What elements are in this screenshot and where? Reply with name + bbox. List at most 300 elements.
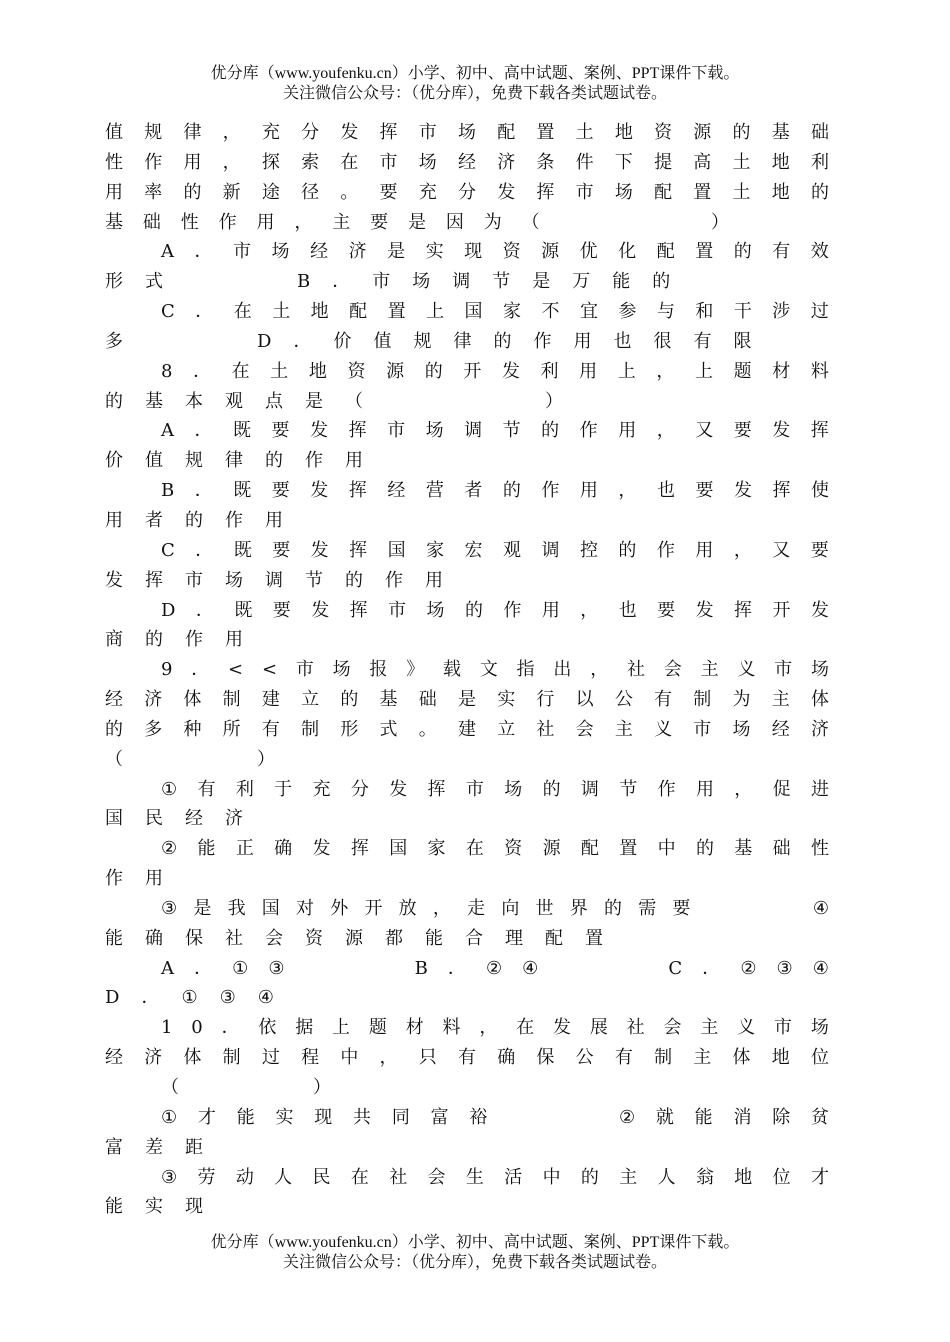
- text-char: 要: [379, 181, 398, 203]
- text-char: 开: [463, 360, 482, 382]
- text-char: 作: [185, 629, 203, 651]
- text-char: 作: [579, 420, 598, 442]
- text-char: 配: [656, 241, 675, 263]
- statement-line: [105, 924, 829, 954]
- text-char: 地: [734, 1166, 753, 1188]
- text-char: 分: [350, 778, 369, 800]
- text-char: 作: [225, 509, 243, 531]
- text-char: 民: [145, 808, 163, 830]
- text-char: 资: [347, 360, 366, 382]
- option-line: [105, 327, 829, 357]
- text-char: 题: [733, 360, 752, 382]
- text-char: 社: [626, 1017, 645, 1039]
- text-char: 也: [618, 599, 637, 621]
- text-char: 确: [274, 838, 293, 860]
- text-char: 地: [614, 122, 633, 143]
- text-char: 实: [275, 1106, 294, 1128]
- text-char: ③: [161, 897, 178, 919]
- text-char: 差: [145, 1136, 163, 1158]
- text-char: 本: [185, 390, 203, 412]
- text-char: 有: [457, 1047, 476, 1069]
- text-char: 的: [541, 420, 560, 442]
- text-char: 是: [532, 271, 551, 293]
- text-char: 放: [398, 897, 417, 919]
- text-char: 土: [732, 151, 751, 173]
- text-char: 用: [573, 330, 592, 352]
- text-char: 场: [412, 271, 431, 293]
- text-char: 于: [274, 778, 293, 800]
- text-char: 的: [424, 360, 443, 382]
- text-char: 节: [492, 271, 511, 293]
- text-char: 是: [387, 241, 406, 263]
- text-char: 的: [733, 241, 752, 263]
- text-char: [635, 208, 653, 238]
- text-char: 者: [145, 509, 163, 531]
- text-char: 因: [445, 211, 464, 233]
- text-char: 市: [465, 778, 484, 800]
- text-char: 家: [503, 301, 521, 323]
- text-char: 律: [453, 330, 472, 352]
- text-char: 要: [695, 480, 714, 502]
- text-char: ）: [257, 748, 275, 770]
- text-char: 为: [732, 689, 751, 711]
- text-char: 发: [312, 838, 331, 860]
- text-char: ．: [194, 480, 213, 502]
- text-char: 土: [270, 360, 289, 382]
- text-char: 营: [425, 480, 444, 502]
- text-char: 会: [427, 1166, 446, 1188]
- text-char: 化: [618, 241, 637, 263]
- text-char: 现: [185, 1196, 203, 1218]
- text-char: 作: [105, 868, 123, 890]
- text-char: 现: [314, 1106, 333, 1128]
- text-char: ．: [195, 301, 214, 323]
- text-char: 多: [105, 330, 123, 352]
- text-char: 报: [369, 659, 388, 681]
- text-char: 资: [305, 927, 323, 949]
- text-char: 种: [183, 718, 202, 740]
- text-char: 挥: [348, 480, 367, 502]
- text-char: 体: [732, 1047, 751, 1069]
- text-char: 就: [655, 1106, 674, 1128]
- text-char: 开: [772, 599, 791, 621]
- text-char: 保: [185, 927, 203, 949]
- text-char: 律: [183, 122, 202, 143]
- text-char: 要: [657, 599, 676, 621]
- text-char: 资: [504, 838, 523, 860]
- text-char: 经: [105, 1047, 123, 1069]
- text-char: 基: [734, 838, 753, 860]
- text-line: [105, 387, 829, 417]
- text-char: 基: [145, 390, 163, 412]
- option-line: [105, 983, 829, 1013]
- text-char: 要: [810, 539, 829, 561]
- text-char: 体: [183, 689, 202, 711]
- text-char: 点: [265, 390, 283, 412]
- text-char: 上: [332, 1017, 351, 1039]
- text-char: 建: [457, 718, 476, 740]
- text-char: 济: [144, 689, 163, 711]
- text-char: 程: [301, 1047, 320, 1069]
- text-char: 土: [732, 181, 751, 203]
- text-char: ④: [812, 957, 829, 979]
- page-header: [0, 64, 950, 104]
- text-char: ，: [222, 151, 241, 173]
- text-char: 社: [225, 927, 243, 949]
- text-char: 源: [542, 838, 561, 860]
- text-char: 文: [479, 659, 498, 681]
- text-char: 的: [580, 1166, 599, 1188]
- text-char: 发: [340, 122, 359, 143]
- answer-blank: [105, 745, 829, 775]
- text-char: 国: [105, 808, 123, 830]
- text-char: 础: [418, 689, 437, 711]
- text-char: 会: [575, 718, 594, 740]
- text-char: 源: [345, 927, 363, 949]
- text-char: 配: [497, 122, 516, 143]
- text-char: 会: [265, 927, 283, 949]
- option-line: [105, 476, 829, 506]
- text-char: 调: [265, 569, 283, 591]
- text-char: （: [521, 211, 540, 233]
- text-char: 用: [145, 868, 163, 890]
- text-char: 位: [810, 1047, 829, 1069]
- text-char: 才: [810, 1166, 829, 1188]
- text-char: 市: [295, 659, 314, 681]
- text-char: 活: [504, 1166, 523, 1188]
- text-char: 式: [379, 718, 398, 740]
- text-char: 参: [618, 301, 637, 323]
- text-char: 是: [305, 390, 323, 412]
- text-char: 作: [657, 778, 676, 800]
- text-char: 用: [541, 599, 560, 621]
- text-char: ．: [195, 539, 214, 561]
- text-char: 提: [654, 151, 673, 173]
- text-char: 义: [737, 1017, 756, 1039]
- text-char: 有: [614, 1047, 633, 1069]
- text-char: 裕: [469, 1106, 488, 1128]
- text-char: 要: [733, 420, 752, 442]
- text-char: ，: [294, 211, 313, 233]
- text-char: 率: [144, 181, 163, 203]
- text-char: 世: [535, 897, 554, 919]
- text-char: ③: [268, 957, 285, 979]
- text-line: [105, 715, 829, 745]
- text-char: 挥: [536, 181, 555, 203]
- text-char: ③: [161, 1166, 178, 1188]
- text-char: 生: [465, 1166, 484, 1188]
- text-line: [105, 118, 829, 148]
- text-char: 富: [105, 1136, 123, 1158]
- text-char: 主: [693, 1047, 712, 1069]
- text-char: 很: [653, 330, 672, 352]
- text-char: 地: [310, 301, 329, 323]
- text-char: 的: [145, 629, 163, 651]
- statement-line: [105, 894, 829, 924]
- option-line: [105, 446, 829, 476]
- text-char: 料: [442, 1017, 461, 1039]
- text-char: 的: [183, 181, 202, 203]
- text-char: [465, 387, 483, 417]
- text-char: 有: [693, 330, 712, 352]
- text-char: 对: [296, 897, 315, 919]
- text-char: 家: [427, 838, 446, 860]
- text-char: 基: [771, 122, 790, 143]
- text-line: [105, 148, 829, 178]
- text-char: 的: [340, 689, 359, 711]
- text-char: 规: [185, 450, 203, 472]
- text-char: 的: [652, 271, 671, 293]
- text-char: 合: [465, 927, 483, 949]
- text-char: ．: [702, 957, 721, 979]
- text-char: 题: [368, 1017, 387, 1039]
- text-char: 充: [418, 181, 437, 203]
- text-char: 中: [542, 1166, 561, 1188]
- text-char: 的: [542, 778, 561, 800]
- text-char: 作: [533, 330, 552, 352]
- option-line: [105, 566, 829, 596]
- text-line: [105, 178, 829, 208]
- text-char: 值: [145, 450, 163, 472]
- header-line-2: 关注微信公众号：（优分库），免费下载各类试题试卷。: [282, 85, 667, 102]
- text-char: 市: [773, 1017, 792, 1039]
- text-char: 场: [614, 181, 633, 203]
- text-char: 多: [144, 718, 163, 740]
- text-char: 挥: [734, 599, 752, 621]
- text-char: 源: [693, 122, 712, 143]
- statement-line: [105, 834, 829, 864]
- text-char: 既: [233, 420, 252, 442]
- text-char: 同: [391, 1106, 410, 1128]
- text-char: 建: [261, 689, 280, 711]
- text-char: 商: [105, 629, 123, 651]
- text-char: 经: [310, 241, 329, 263]
- text-char: B: [161, 480, 175, 502]
- text-char: 基: [379, 689, 398, 711]
- text-char: 规: [144, 122, 163, 143]
- text-char: ．: [194, 420, 213, 442]
- option-line: [105, 416, 829, 446]
- text-char: 用: [105, 509, 123, 531]
- text-char: 经: [105, 689, 123, 711]
- text-char: 又: [695, 420, 714, 442]
- text-char: 者: [464, 480, 483, 502]
- text-char: 发: [497, 181, 516, 203]
- text-char: 用: [695, 539, 714, 561]
- text-char: 的: [618, 539, 637, 561]
- text-char: 发: [733, 480, 752, 502]
- text-char: 体: [810, 689, 829, 711]
- question-text: [105, 118, 829, 1222]
- statement-line: [105, 1103, 829, 1133]
- text-char: 在: [233, 301, 252, 323]
- text-char: ，: [656, 360, 675, 382]
- text-char: 展: [589, 1017, 608, 1039]
- text-char: 不: [541, 301, 560, 323]
- text-char: 除: [772, 1106, 791, 1128]
- text-char: 宏: [464, 539, 483, 561]
- text-char: 体: [183, 1047, 202, 1069]
- text-char: 济: [144, 1047, 163, 1069]
- text-char: 市: [774, 659, 793, 681]
- text-char: 确: [497, 1047, 516, 1069]
- text-char: 公: [614, 689, 633, 711]
- text-char: 能: [612, 271, 631, 293]
- text-char: 有: [197, 778, 216, 800]
- statement-line: [105, 1133, 829, 1163]
- text-char: 指: [516, 659, 535, 681]
- text-char: 共: [353, 1106, 372, 1128]
- text-char: 市: [372, 271, 391, 293]
- text-char: 材: [772, 360, 791, 382]
- text-char: 国: [464, 301, 483, 323]
- text-char: 用: [183, 151, 202, 173]
- text-char: C: [161, 301, 175, 323]
- text-char: ．: [447, 957, 466, 979]
- text-char: 索: [301, 151, 320, 173]
- text-char: 利: [540, 360, 559, 382]
- text-char: 社: [389, 1166, 408, 1188]
- text-char: 条: [536, 151, 555, 173]
- text-char: [385, 387, 403, 417]
- text-char: 价: [333, 330, 352, 352]
- text-char: 探: [261, 151, 280, 173]
- text-char: 市: [388, 599, 407, 621]
- text-char: 观: [503, 539, 521, 561]
- text-char: 以: [575, 689, 594, 711]
- text-char: 既: [233, 480, 252, 502]
- text-char: 能: [105, 1196, 123, 1218]
- text-char: 充: [312, 778, 331, 800]
- text-char: 义: [654, 718, 673, 740]
- text-char: 值: [105, 122, 123, 143]
- text-char: 宜: [579, 301, 598, 323]
- text-char: 制: [693, 689, 712, 711]
- text-char: 市: [693, 718, 712, 740]
- text-char: 场: [810, 659, 829, 681]
- text-char: 在: [231, 360, 250, 382]
- text-char: 发: [311, 599, 330, 621]
- text-char: 的: [185, 509, 203, 531]
- text-char: 用: [618, 420, 637, 442]
- text-char: ①: [232, 957, 249, 979]
- text-char: 只: [418, 1047, 437, 1069]
- text-char: 是: [457, 689, 476, 711]
- text-char: ④: [522, 957, 539, 979]
- text-char: 。: [340, 181, 359, 203]
- text-char: 利: [810, 151, 829, 173]
- text-char: 能: [694, 1106, 713, 1128]
- text-char: 保: [536, 1047, 555, 1069]
- text-char: 人: [274, 1166, 293, 1188]
- text-char: ①: [181, 987, 198, 1009]
- text-char: 要: [272, 599, 291, 621]
- text-char: 为: [483, 211, 502, 233]
- text-char: 富: [430, 1106, 449, 1128]
- text-char: 翁: [695, 1166, 714, 1188]
- text-char: 会: [663, 659, 682, 681]
- text-char: [597, 208, 615, 238]
- text-char: 上: [694, 360, 713, 382]
- text-char: 使: [811, 480, 829, 502]
- text-char: 调: [580, 778, 599, 800]
- text-char: 有: [261, 718, 280, 740]
- text-char: 配: [580, 838, 599, 860]
- text-char: 作: [144, 151, 163, 173]
- text-char: 经: [185, 808, 203, 830]
- text-char: 节: [305, 569, 323, 591]
- text-char: 发: [310, 539, 329, 561]
- text-char: 主: [619, 1166, 638, 1188]
- text-char: 济: [810, 718, 829, 740]
- text-char: ．: [195, 599, 214, 621]
- text-char: 》: [406, 659, 425, 681]
- text-char: ①: [161, 1106, 178, 1128]
- text-char: 作: [385, 569, 403, 591]
- text-char: ．: [194, 957, 213, 979]
- text-char: [505, 387, 523, 417]
- text-char: 又: [772, 539, 791, 561]
- option-line: [105, 237, 829, 267]
- text-char: 动: [235, 1166, 254, 1188]
- option-line: [105, 297, 829, 327]
- text-char: 要: [271, 480, 290, 502]
- text-char: 市: [233, 241, 252, 263]
- text-char: B: [414, 957, 428, 979]
- statement-line: [105, 864, 829, 894]
- text-char: 式: [145, 271, 163, 293]
- text-char: 作: [305, 450, 323, 472]
- text-char: 分: [457, 181, 476, 203]
- text-char: 国: [389, 838, 408, 860]
- text-char: 价: [105, 450, 123, 472]
- text-char: ．: [221, 1017, 240, 1039]
- text-char: 主: [771, 689, 790, 711]
- text-char: （: [161, 1077, 179, 1098]
- text-char: 制: [654, 1047, 673, 1069]
- text-char: ②: [740, 957, 757, 979]
- text-char: D: [161, 599, 176, 621]
- text-char: 性: [810, 838, 829, 860]
- text-char: 在: [465, 838, 484, 860]
- text-char: 挥: [379, 122, 398, 143]
- text-char: 。: [418, 718, 437, 740]
- text-char: 土: [575, 122, 594, 143]
- option-line: [105, 267, 829, 297]
- text-char: 基: [105, 211, 123, 233]
- text-char: 用: [579, 360, 598, 382]
- text-char: 形: [340, 718, 359, 740]
- text-char: 需: [638, 897, 657, 919]
- text-char: 性: [180, 211, 199, 233]
- text-char: ④: [257, 987, 274, 1009]
- text-char: ，: [618, 480, 637, 502]
- text-char: 置: [693, 181, 712, 203]
- text-char: 在: [516, 1017, 535, 1039]
- text-char: 既: [233, 539, 252, 561]
- text-char: 置: [619, 838, 638, 860]
- text-char: 过: [261, 1047, 280, 1069]
- text-char: 利: [235, 778, 254, 800]
- text-char: 形: [105, 271, 123, 293]
- text-char: 置: [536, 122, 555, 143]
- text-char: 走: [467, 897, 486, 919]
- text-char: 是: [193, 897, 212, 919]
- text-char: 源: [386, 360, 405, 382]
- page-footer: [0, 1233, 950, 1273]
- text-char: ，: [590, 659, 609, 681]
- text-char: 8: [161, 360, 173, 382]
